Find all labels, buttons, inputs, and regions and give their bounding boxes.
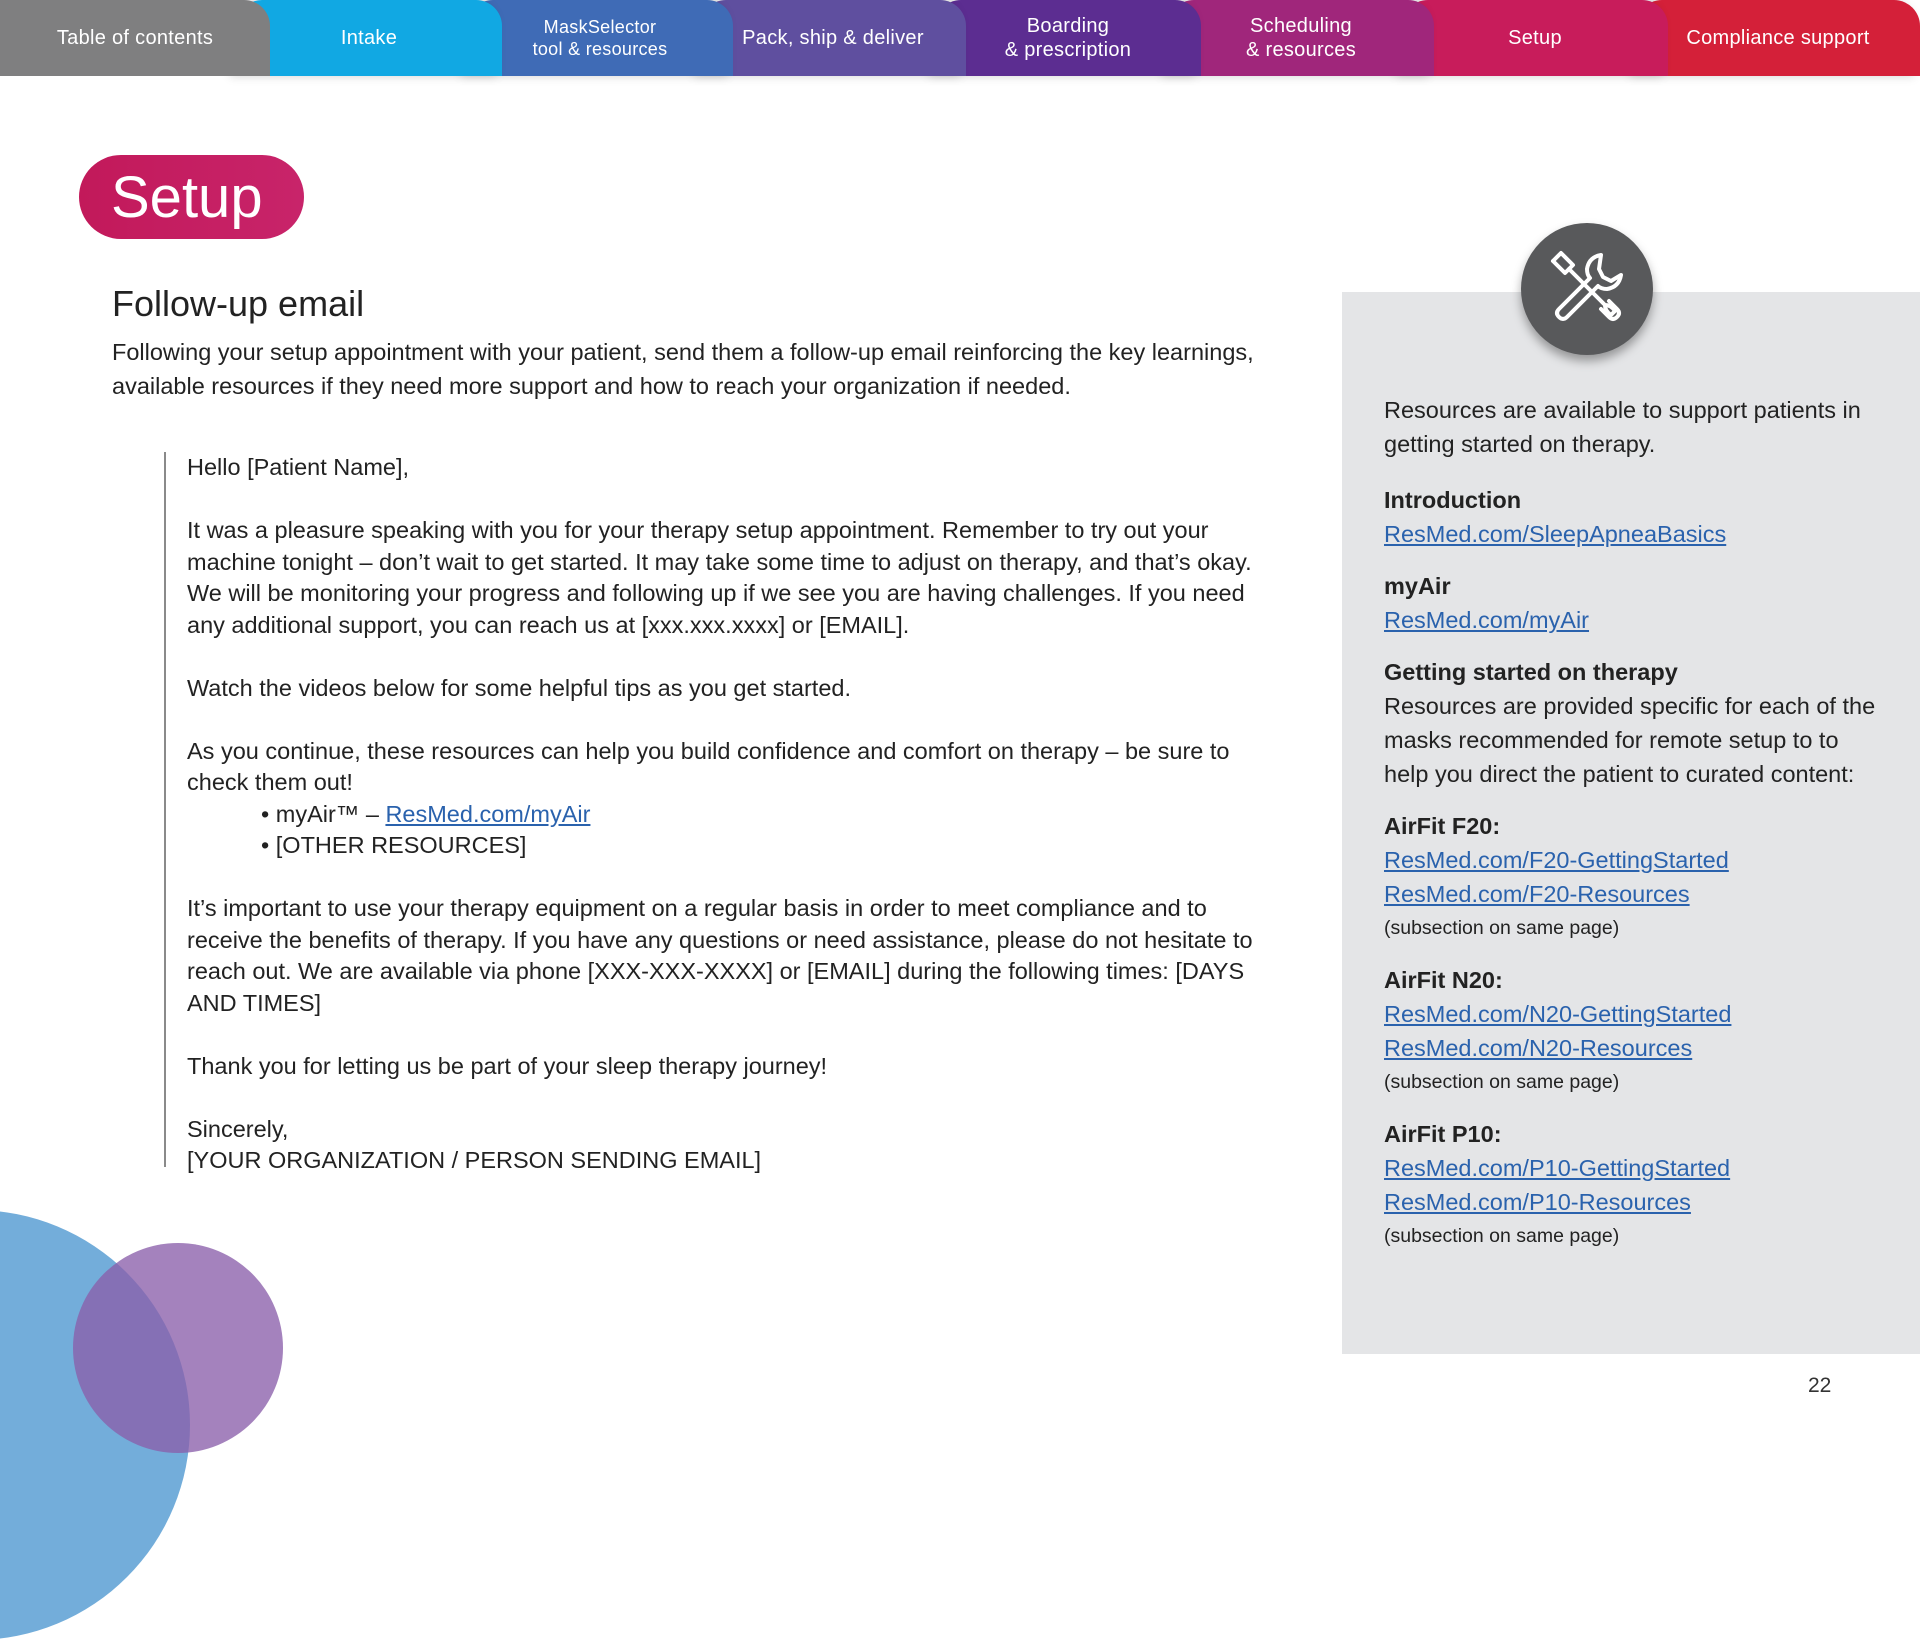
email-paragraph: As you continue, these resources can help you build confidence and comfort on therapy – be sure to check them out! [187, 737, 1230, 795]
decorative-circle-purple [73, 1243, 283, 1453]
page-title: Setup [79, 155, 304, 239]
mask-heading: AirFit P10: [1384, 1121, 1502, 1147]
page-number: 22 [1808, 1374, 1832, 1397]
mask-note: (subsection on same page) [1384, 1071, 1620, 1093]
bullet-text: • myAir™ – [261, 800, 386, 827]
myair-link[interactable]: ResMed.com/myAir [385, 800, 591, 827]
n20-getting-started-link[interactable]: ResMed.com/N20-GettingStarted [1384, 1001, 1732, 1027]
f20-getting-started-link[interactable]: ResMed.com/F20-GettingStarted [1384, 847, 1729, 873]
tab-pack-ship-deliver[interactable]: Pack, ship & deliver [700, 0, 966, 76]
resources-content [1384, 393, 1884, 1253]
tools-icon [1521, 223, 1653, 355]
myair-resource-link[interactable]: ResMed.com/myAir [1384, 607, 1590, 633]
email-paragraph: It’s important to use your therapy equipment on a regular basis in order to meet compliance and to receive the benefits of therapy. If you have any questions or need assistance, please do not hesitate to reach out. We are available via phone [XXX-XXX-XXXX] or [EMAIL] during the following times: [DAYS AND TIMES] [187, 895, 1253, 1016]
section-title: Follow-up email [112, 283, 365, 324]
mask-heading: AirFit F20: [1384, 813, 1501, 839]
email-bullet [187, 799, 1284, 831]
tab-setup[interactable]: Setup [1402, 0, 1668, 76]
tab-bar [0, 0, 1920, 76]
tab-maskselector[interactable]: MaskSelector tool & resources [467, 0, 733, 76]
email-signature: [YOUR ORGANIZATION / PERSON SENDING EMAIL] [187, 1147, 762, 1173]
email-greeting: Hello [Patient Name], [187, 454, 410, 480]
email-paragraph: It was a pleasure speaking with you for your therapy setup appointment. Remember to try out your machine tonight – don’t wait to get started. It may take some time to adjust on therapy, and that’s okay. We will be monitoring your progress and following up if we see you are having challenges. If you need any additional support, you can reach us at [xxx.xxx.xxxx] or [EMAIL]. [187, 517, 1252, 638]
email-closing: Sincerely, [187, 1115, 289, 1142]
tab-table-of-contents[interactable]: Table of contents [0, 0, 270, 76]
email-paragraph: Watch the videos below for some helpful tips as you get started. [187, 674, 852, 701]
tab-compliance-support[interactable]: Compliance support [1636, 0, 1920, 76]
email-template [164, 452, 1284, 1173]
n20-resources-link[interactable]: ResMed.com/N20-Resources [1384, 1035, 1693, 1061]
mask-note: (subsection on same page) [1384, 917, 1620, 939]
email-bullet: • [OTHER RESOURCES] [261, 832, 527, 858]
mask-heading: AirFit N20: [1384, 967, 1503, 993]
f20-resources-link[interactable]: ResMed.com/F20-Resources [1384, 881, 1690, 907]
getting-started-text: Resources are provided specific for each of the masks recommended for remote setup to to help you direct the patient to curated content: [1384, 693, 1876, 787]
section-intro: Following your setup appointment with your patient, send them a follow-up email reinforcing the key learnings, available resources if they need more support and how to reach your organization if needed. [112, 339, 1254, 399]
tab-boarding[interactable]: Boarding & prescription [935, 0, 1201, 76]
p10-getting-started-link[interactable]: ResMed.com/P10-GettingStarted [1384, 1155, 1731, 1181]
getting-started-heading: Getting started on therapy [1384, 659, 1678, 685]
tab-intake[interactable]: Intake [236, 0, 502, 76]
tab-scheduling[interactable]: Scheduling & resources [1168, 0, 1434, 76]
resources-intro: Resources are available to support patients in getting started on therapy. [1384, 397, 1861, 457]
mask-note: (subsection on same page) [1384, 1225, 1620, 1247]
sleep-apnea-basics-link[interactable]: ResMed.com/SleepApneaBasics [1384, 521, 1727, 547]
myair-heading: myAir [1384, 573, 1451, 599]
email-paragraph: Thank you for letting us be part of your sleep therapy journey! [187, 1052, 828, 1079]
p10-resources-link[interactable]: ResMed.com/P10-Resources [1384, 1189, 1691, 1215]
introduction-heading: Introduction [1384, 487, 1522, 513]
